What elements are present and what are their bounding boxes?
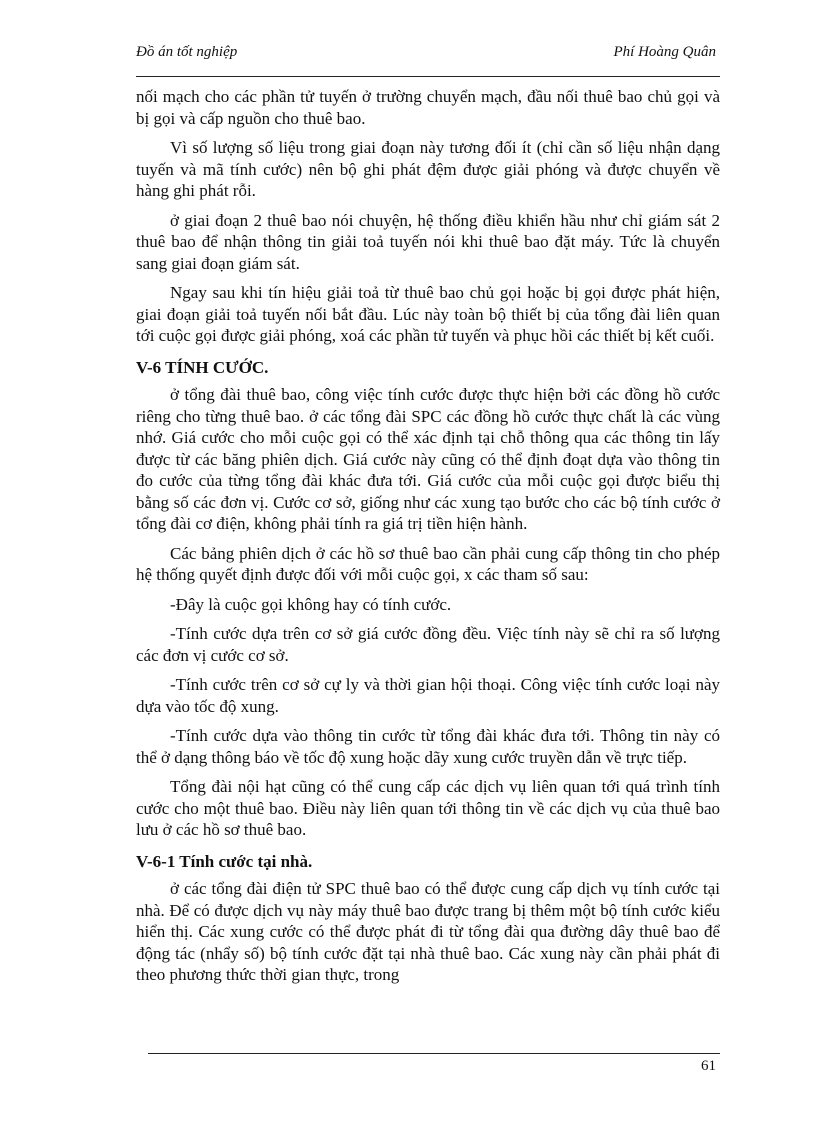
paragraph: ở các tổng đài điện tử SPC thuê bao có thể được cung cấp dịch vụ tính cước tại nhà. Để có được dịch vụ này máy thuê bao được trang bị thêm một bộ tính cước kiểu hiển thị. Các xung cước có thể được phát đi từ tổng đài qua đường dây thuê bao để động tác (nhẩy số) bộ tính cước đặt tại nhà thuê bao. Các xung này cần phải phát đi theo phương thức thời gian thực, trong	[136, 879, 720, 984]
page-body	[136, 86, 720, 994]
list-item: -Tính cước dựa trên cơ sở giá cước đồng đều. Việc tính này sẽ chỉ ra số lượng các đơn vị cước cơ sở.	[136, 624, 720, 665]
paragraph: nối mạch cho các phần tử tuyến ở trường chuyển mạch, đầu nối thuê bao chủ gọi và bị gọi và cấp nguồn cho thuê bao.	[136, 87, 720, 128]
subsection-heading: V-6-1 Tính cước tại nhà.	[136, 851, 313, 871]
paragraph: Ngay sau khi tín hiệu giải toả từ thuê bao chủ gọi hoặc bị gọi được phát hiện, giai đoạn giải toả tuyến nối bắt đầu. Lúc này toàn bộ thiết bị của tổng đài liên quan tới cuộc gọi được giải phóng, xoá các phần tử tuyến và phục hồi các thiết bị kết cuối.	[136, 283, 720, 345]
paragraph: ở giai đoạn 2 thuê bao nói chuyện, hệ thống điều khiển hầu như chỉ giám sát 2 thuê bao để nhận thông tin giải toả tuyến nói khi thuê bao đặt máy. Tức là chuyển sang giai đoạn giám sát.	[136, 210, 720, 273]
list-item: -Tính cước dựa vào thông tin cước từ tổng đài khác đưa tới. Thông tin này có thể ở dạng thông báo về tốc độ xung hoặc dãy xung cước truyền dẫn về trực tiếp.	[136, 726, 720, 767]
page-header	[136, 44, 718, 70]
header-document-title: Đồ án tốt nghiệp	[136, 44, 238, 60]
paragraph: Tổng đài nội hạt cũng có thể cung cấp các dịch vụ liên quan tới quá trình tính cước cho một thuê bao. Điều này liên quan tới thông tin về các dịch vụ của thuê bao lưu ở các hồ sơ thuê bao.	[136, 777, 720, 839]
list-item: -Đây là cuộc gọi không hay có tính cước.	[170, 594, 452, 614]
paragraph: ở tổng đài thuê bao, công việc tính cước được thực hiện bởi các đồng hồ cước riêng cho từng thuê bao. ở các tổng đài SPC các đồng hồ cước thực chất là các vùng nhớ. Giá cước cho mỗi cuộc gọi có thể xác định tại chỗ thông qua các thông tin lấy được từ các băng phiên dịch. Giá cước này cũng có thể định đoạt dựa vào thông tin đo cước của từng tổng đài khác đưa tới. Giá cước của mỗi cuộc gọi được biểu thị bằng số các đơn vị. Cước cơ sở, giống như các xung tạo bước cho các bộ tính cước ở tổng đài cơ điện, không phải tính ra giá trị tiền hiện hành.	[136, 385, 720, 533]
paragraph: Các bảng phiên dịch ở các hồ sơ thuê bao cần phải cung cấp thông tin cho phép hệ thống quyết định được đối với mỗi cuộc gọi, x các tham số sau:	[136, 543, 720, 584]
page-number: 61	[701, 1058, 716, 1074]
header-author: Phí Hoàng Quân	[613, 44, 716, 60]
paragraph: Vì số lượng số liệu trong giai đoạn này tương đối ít (chỉ cần số liệu nhận dạng tuyến và mã tính cước) nên bộ ghi phát đệm được giải phóng và được chuyển về hàng ghi phát rỗi.	[136, 138, 720, 200]
footer-divider	[148, 1053, 720, 1054]
section-heading: V-6 TÍNH CƯỚC.	[136, 357, 269, 377]
header-divider	[136, 76, 720, 77]
list-item: -Tính cước trên cơ sở cự ly và thời gian hội thoại. Công việc tính cước loại này dựa vào tốc độ xung.	[136, 675, 720, 716]
